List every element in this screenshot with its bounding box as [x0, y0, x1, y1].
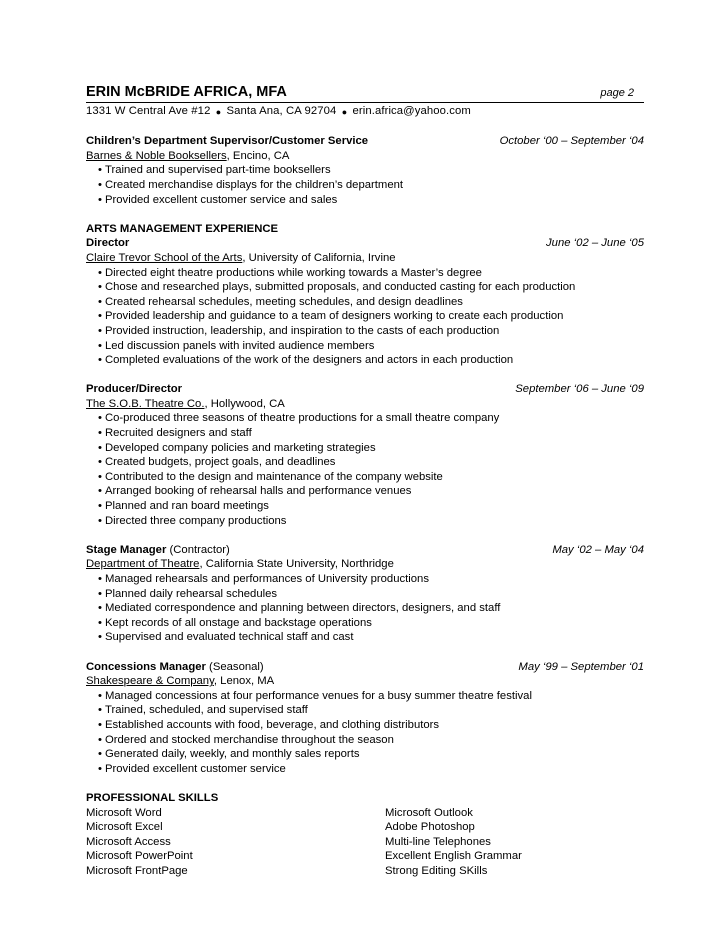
job-entry [86, 134, 644, 207]
employer-location: , University of California, Irvine [242, 251, 396, 264]
job-entry [86, 543, 644, 645]
bullet-item: • Provided leadership and guidance to a team of designers working to create each production [98, 309, 644, 324]
bullet-item: • Managed rehearsals and performances of University productions [98, 572, 644, 587]
separator-dot: ● [215, 107, 222, 117]
job-bullets [86, 689, 644, 777]
employer-location: , California State University, Northridge [199, 558, 394, 571]
bullet-item: • Trained and supervised part-time booksellers [98, 163, 644, 178]
skill-item: Adobe Photoshop [385, 821, 475, 834]
skill-item: Microsoft Word [86, 806, 162, 819]
bullet-item: • Directed eight theatre productions while working towards a Master’s degree [98, 266, 644, 281]
bullet-item: • Recruited designers and staff [98, 426, 644, 441]
bullet-item: • Ordered and stocked merchandise throughout the season [98, 733, 644, 748]
bullet-item: • Co-produced three seasons of theatre productions for a small theatre company [98, 411, 644, 426]
job-bullets [86, 572, 644, 645]
bullet-item: • Directed three company productions [98, 514, 644, 529]
bullet-item: • Planned daily rehearsal schedules [98, 587, 644, 602]
email-address: erin.africa@yahoo.com [352, 105, 471, 117]
job-dates: October ‘00 – September ‘04 [499, 135, 644, 148]
bullet-item: • Trained, scheduled, and supervised staff [98, 703, 644, 718]
contact-line [86, 104, 644, 120]
employer-location: , Encino, CA [226, 149, 290, 162]
employer-location: , Lenox, MA [213, 675, 275, 688]
candidate-name: ERIN McBRIDE AFRICA, MFA [86, 84, 287, 100]
skill-item: Microsoft Outlook [385, 806, 473, 819]
employer-name: Claire Trevor School of the Arts [86, 251, 243, 264]
job-title: Concessions Manager [86, 660, 206, 673]
job-bullets [86, 411, 644, 528]
job-dates: May ‘02 – May ‘04 [552, 543, 644, 556]
bullet-item: • Established accounts with food, beverage, and clothing distributors [98, 718, 644, 733]
skill-item: Multi-line Telephones [385, 835, 491, 848]
skill-item: Excellent English Grammar [385, 850, 522, 863]
bullet-item: • Led discussion panels with invited audience members [98, 339, 644, 354]
bullet-item: • Completed evaluations of the work of the designers and actors in each production [98, 353, 644, 368]
bullet-item: • Kept records of all onstage and backstage operations [98, 616, 644, 631]
bullet-item: • Provided excellent customer service and sales [98, 193, 644, 208]
bullet-item: • Mediated correspondence and planning between directors, designers, and staff [98, 601, 644, 616]
bullet-item: • Created merchandise displays for the children’s department [98, 178, 644, 193]
job-entry [86, 660, 644, 777]
job-dates: June ‘02 – June ‘05 [546, 237, 644, 250]
employer-name: Shakespeare & Company [86, 675, 214, 688]
job-qualifier: (Contractor) [166, 543, 230, 556]
job-entry [86, 236, 644, 367]
skill-item: Microsoft PowerPoint [86, 850, 193, 863]
page-number: page 2 [600, 87, 634, 99]
employer-name: Department of Theatre [86, 558, 200, 571]
job-title: Director [86, 237, 130, 250]
skill-item: Microsoft FrontPage [86, 864, 188, 877]
job-bullets [86, 163, 644, 207]
separator-dot: ● [341, 107, 348, 117]
bullet-item: • Contributed to the design and maintenance of the company website [98, 470, 644, 485]
bullet-item: • Chose and researched plays, submitted proposals, and conducted casting for each production [98, 280, 644, 295]
job-entry [86, 382, 644, 528]
bullet-item: • Created budgets, project goals, and deadlines [98, 455, 644, 470]
employer-location: , Hollywood, CA [204, 397, 285, 410]
street-address: 1331 W Central Ave #12 [86, 105, 211, 117]
skills-grid [86, 806, 644, 879]
city-state-zip: Santa Ana, CA 92704 [226, 105, 337, 117]
job-qualifier: (Seasonal) [205, 660, 264, 673]
bullet-item: • Provided excellent customer service [98, 762, 644, 777]
employer-name: Barnes & Noble Booksellers [86, 149, 227, 162]
job-bullets [86, 266, 644, 368]
bullet-item: • Created rehearsal schedules, meeting schedules, and design deadlines [98, 295, 644, 310]
bullet-item: • Supervised and evaluated technical staff and cast [98, 630, 644, 645]
job-title: Children’s Department Supervisor/Customer Service [86, 135, 369, 148]
job-dates: September ‘06 – June ‘09 [515, 383, 644, 396]
section-heading-skills: PROFESSIONAL SKILLS [86, 791, 219, 804]
bullet-item: • Developed company policies and marketing strategies [98, 441, 644, 456]
job-title: Stage Manager [86, 543, 167, 556]
bullet-item: • Generated daily, weekly, and monthly sales reports [98, 747, 644, 762]
job-dates: May ‘99 – September ‘01 [518, 660, 644, 673]
job-title: Producer/Director [86, 383, 183, 396]
skill-item: Microsoft Access [86, 835, 171, 848]
skill-item: Microsoft Excel [86, 821, 163, 834]
skill-item: Strong Editing SKills [385, 864, 488, 877]
bullet-item: • Arranged booking of rehearsal halls and performance venues [98, 484, 644, 499]
resume-page [86, 84, 644, 878]
bullet-item: • Planned and ran board meetings [98, 499, 644, 514]
section-heading-arts: ARTS MANAGEMENT EXPERIENCE [86, 222, 279, 235]
bullet-item: • Provided instruction, leadership, and inspiration to the casts of each production [98, 324, 644, 339]
employer-name: The S.O.B. Theatre Co. [86, 397, 205, 410]
bullet-item: • Managed concessions at four performance venues for a busy summer theatre festival [98, 689, 644, 704]
resume-header [86, 84, 644, 103]
